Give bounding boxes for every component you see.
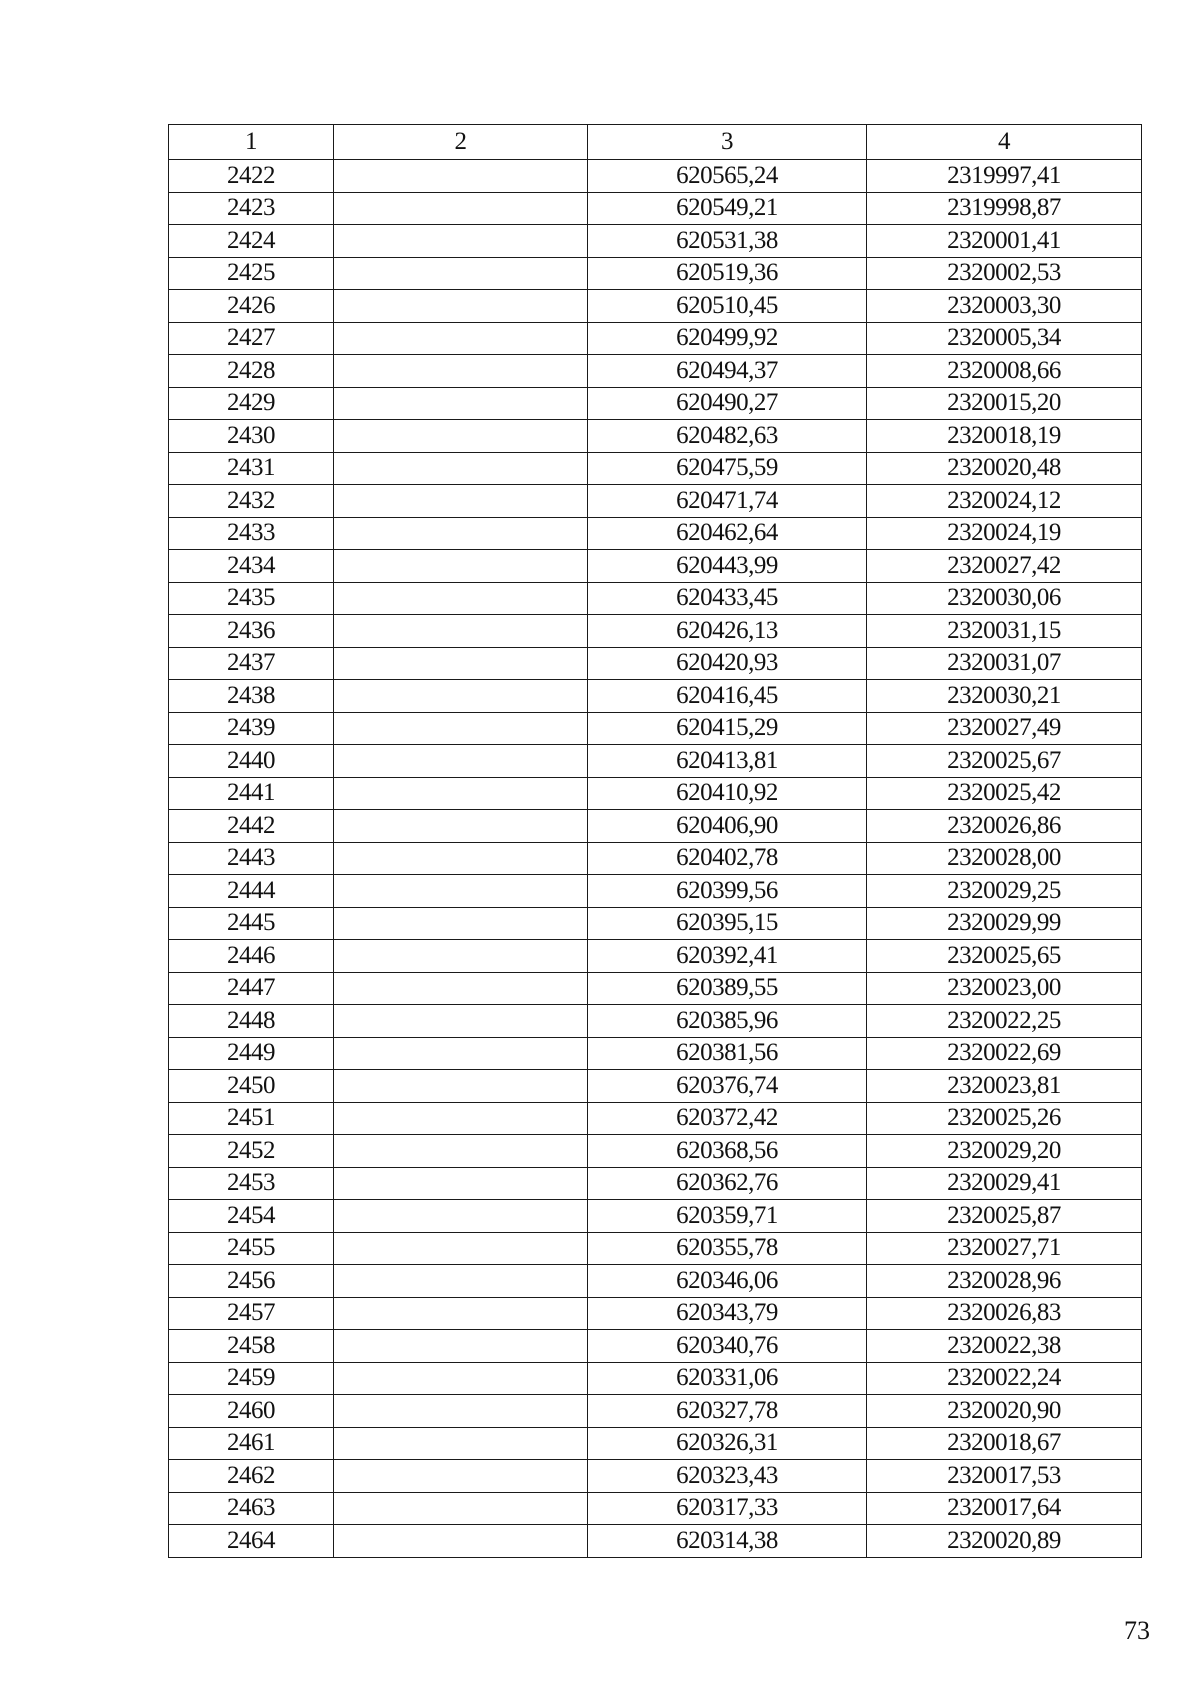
description-cell: [334, 1200, 588, 1233]
y-coordinate-cell: 2320024,19: [867, 517, 1142, 550]
x-coordinate-cell: 620355,78: [588, 1232, 867, 1265]
x-coordinate-cell: 620415,29: [588, 712, 867, 745]
point-number-cell: 2422: [169, 160, 334, 193]
point-number-cell: 2449: [169, 1037, 334, 1070]
table-row: [169, 1492, 1142, 1525]
table-row: [169, 1297, 1142, 1330]
table-row: [169, 452, 1142, 485]
description-cell: [334, 907, 588, 940]
description-cell: [334, 257, 588, 290]
x-coordinate-cell: 620531,38: [588, 225, 867, 258]
point-number-cell: 2432: [169, 485, 334, 518]
x-coordinate-cell: 620494,37: [588, 355, 867, 388]
x-coordinate-cell: 620314,38: [588, 1525, 867, 1558]
table-row: [169, 1037, 1142, 1070]
point-number-cell: 2453: [169, 1167, 334, 1200]
y-coordinate-cell: 2320025,87: [867, 1200, 1142, 1233]
table-row: [169, 550, 1142, 583]
description-cell: [334, 810, 588, 843]
y-coordinate-cell: 2320030,06: [867, 582, 1142, 615]
x-coordinate-cell: 620416,45: [588, 680, 867, 713]
point-number-cell: 2456: [169, 1265, 334, 1298]
y-coordinate-cell: 2320022,69: [867, 1037, 1142, 1070]
x-coordinate-cell: 620402,78: [588, 842, 867, 875]
description-cell: [334, 1135, 588, 1168]
point-number-cell: 2428: [169, 355, 334, 388]
point-number-cell: 2462: [169, 1460, 334, 1493]
table-row: [169, 1135, 1142, 1168]
y-coordinate-cell: 2320022,38: [867, 1330, 1142, 1363]
point-number-cell: 2455: [169, 1232, 334, 1265]
table-row: [169, 1200, 1142, 1233]
column-header-4: 4: [867, 125, 1142, 160]
table-row: [169, 907, 1142, 940]
table-row: [169, 1167, 1142, 1200]
x-coordinate-cell: 620549,21: [588, 192, 867, 225]
table-row: [169, 972, 1142, 1005]
y-coordinate-cell: 2320031,15: [867, 615, 1142, 648]
point-number-cell: 2458: [169, 1330, 334, 1363]
table-row: [169, 842, 1142, 875]
table-row: [169, 257, 1142, 290]
description-cell: [334, 1167, 588, 1200]
y-coordinate-cell: 2320008,66: [867, 355, 1142, 388]
column-header-3: 3: [588, 125, 867, 160]
point-number-cell: 2441: [169, 777, 334, 810]
description-cell: [334, 615, 588, 648]
x-coordinate-cell: 620395,15: [588, 907, 867, 940]
table-row: [169, 810, 1142, 843]
description-cell: [334, 387, 588, 420]
description-cell: [334, 1005, 588, 1038]
description-cell: [334, 290, 588, 323]
table-row: [169, 940, 1142, 973]
description-cell: [334, 1102, 588, 1135]
point-number-cell: 2464: [169, 1525, 334, 1558]
table-row: [169, 745, 1142, 778]
x-coordinate-cell: 620359,71: [588, 1200, 867, 1233]
point-number-cell: 2448: [169, 1005, 334, 1038]
description-cell: [334, 1297, 588, 1330]
y-coordinate-cell: 2320025,42: [867, 777, 1142, 810]
description-cell: [334, 875, 588, 908]
y-coordinate-cell: 2320022,25: [867, 1005, 1142, 1038]
y-coordinate-cell: 2320027,49: [867, 712, 1142, 745]
x-coordinate-cell: 620340,76: [588, 1330, 867, 1363]
table-row: [169, 680, 1142, 713]
y-coordinate-cell: 2320017,64: [867, 1492, 1142, 1525]
y-coordinate-cell: 2320020,90: [867, 1395, 1142, 1428]
x-coordinate-cell: 620343,79: [588, 1297, 867, 1330]
point-number-cell: 2450: [169, 1070, 334, 1103]
y-coordinate-cell: 2320003,30: [867, 290, 1142, 323]
point-number-cell: 2445: [169, 907, 334, 940]
y-coordinate-cell: 2320025,65: [867, 940, 1142, 973]
table-row: [169, 160, 1142, 193]
y-coordinate-cell: 2319997,41: [867, 160, 1142, 193]
x-coordinate-cell: 620326,31: [588, 1427, 867, 1460]
description-cell: [334, 1265, 588, 1298]
table-row: [169, 582, 1142, 615]
table-row: [169, 1525, 1142, 1558]
description-cell: [334, 485, 588, 518]
description-cell: [334, 550, 588, 583]
y-coordinate-cell: 2320029,99: [867, 907, 1142, 940]
description-cell: [334, 1492, 588, 1525]
y-coordinate-cell: 2320023,00: [867, 972, 1142, 1005]
point-number-cell: 2442: [169, 810, 334, 843]
y-coordinate-cell: 2320029,41: [867, 1167, 1142, 1200]
description-cell: [334, 1070, 588, 1103]
x-coordinate-cell: 620426,13: [588, 615, 867, 648]
y-coordinate-cell: 2320023,81: [867, 1070, 1142, 1103]
description-cell: [334, 355, 588, 388]
x-coordinate-cell: 620372,42: [588, 1102, 867, 1135]
y-coordinate-cell: 2320022,24: [867, 1362, 1142, 1395]
point-number-cell: 2452: [169, 1135, 334, 1168]
y-coordinate-cell: 2320028,96: [867, 1265, 1142, 1298]
y-coordinate-cell: 2320002,53: [867, 257, 1142, 290]
y-coordinate-cell: 2320020,89: [867, 1525, 1142, 1558]
point-number-cell: 2429: [169, 387, 334, 420]
coordinates-sheet: [168, 124, 1142, 1558]
table-row: [169, 355, 1142, 388]
description-cell: [334, 777, 588, 810]
y-coordinate-cell: 2320018,19: [867, 420, 1142, 453]
x-coordinate-cell: 620519,36: [588, 257, 867, 290]
description-cell: [334, 647, 588, 680]
table-row: [169, 322, 1142, 355]
description-cell: [334, 192, 588, 225]
point-number-cell: 2451: [169, 1102, 334, 1135]
point-number-cell: 2446: [169, 940, 334, 973]
point-number-cell: 2426: [169, 290, 334, 323]
description-cell: [334, 1037, 588, 1070]
coordinates-table: [168, 124, 1142, 1558]
point-number-cell: 2461: [169, 1427, 334, 1460]
description-cell: [334, 322, 588, 355]
x-coordinate-cell: 620510,45: [588, 290, 867, 323]
point-number-cell: 2454: [169, 1200, 334, 1233]
table-header-row: [169, 125, 1142, 160]
x-coordinate-cell: 620482,63: [588, 420, 867, 453]
description-cell: [334, 1232, 588, 1265]
point-number-cell: 2459: [169, 1362, 334, 1395]
page-number: 73: [1124, 1616, 1150, 1645]
y-coordinate-cell: 2320029,20: [867, 1135, 1142, 1168]
x-coordinate-cell: 620317,33: [588, 1492, 867, 1525]
point-number-cell: 2440: [169, 745, 334, 778]
description-cell: [334, 225, 588, 258]
y-coordinate-cell: 2320027,42: [867, 550, 1142, 583]
table-row: [169, 1005, 1142, 1038]
point-number-cell: 2423: [169, 192, 334, 225]
table-row: [169, 1362, 1142, 1395]
description-cell: [334, 680, 588, 713]
point-number-cell: 2433: [169, 517, 334, 550]
table-row: [169, 485, 1142, 518]
table-row: [169, 1395, 1142, 1428]
y-coordinate-cell: 2320031,07: [867, 647, 1142, 680]
description-cell: [334, 452, 588, 485]
y-coordinate-cell: 2320001,41: [867, 225, 1142, 258]
table-row: [169, 1265, 1142, 1298]
point-number-cell: 2436: [169, 615, 334, 648]
x-coordinate-cell: 620462,64: [588, 517, 867, 550]
x-coordinate-cell: 620565,24: [588, 160, 867, 193]
y-coordinate-cell: 2320020,48: [867, 452, 1142, 485]
point-number-cell: 2463: [169, 1492, 334, 1525]
x-coordinate-cell: 620331,06: [588, 1362, 867, 1395]
table-row: [169, 517, 1142, 550]
table-row: [169, 225, 1142, 258]
table-row: [169, 290, 1142, 323]
description-cell: [334, 1460, 588, 1493]
x-coordinate-cell: 620499,92: [588, 322, 867, 355]
table-row: [169, 647, 1142, 680]
point-number-cell: 2430: [169, 420, 334, 453]
y-coordinate-cell: 2320018,67: [867, 1427, 1142, 1460]
x-coordinate-cell: 620471,74: [588, 485, 867, 518]
y-coordinate-cell: 2319998,87: [867, 192, 1142, 225]
description-cell: [334, 582, 588, 615]
table-row: [169, 1102, 1142, 1135]
description-cell: [334, 517, 588, 550]
description-cell: [334, 842, 588, 875]
y-coordinate-cell: 2320017,53: [867, 1460, 1142, 1493]
x-coordinate-cell: 620389,55: [588, 972, 867, 1005]
x-coordinate-cell: 620443,99: [588, 550, 867, 583]
x-coordinate-cell: 620410,92: [588, 777, 867, 810]
description-cell: [334, 1427, 588, 1460]
y-coordinate-cell: 2320024,12: [867, 485, 1142, 518]
x-coordinate-cell: 620475,59: [588, 452, 867, 485]
description-cell: [334, 972, 588, 1005]
y-coordinate-cell: 2320027,71: [867, 1232, 1142, 1265]
table-row: [169, 712, 1142, 745]
point-number-cell: 2447: [169, 972, 334, 1005]
point-number-cell: 2444: [169, 875, 334, 908]
column-header-2: 2: [334, 125, 588, 160]
point-number-cell: 2431: [169, 452, 334, 485]
table-row: [169, 192, 1142, 225]
x-coordinate-cell: 620381,56: [588, 1037, 867, 1070]
point-number-cell: 2437: [169, 647, 334, 680]
y-coordinate-cell: 2320030,21: [867, 680, 1142, 713]
point-number-cell: 2427: [169, 322, 334, 355]
point-number-cell: 2424: [169, 225, 334, 258]
point-number-cell: 2457: [169, 1297, 334, 1330]
x-coordinate-cell: 620413,81: [588, 745, 867, 778]
y-coordinate-cell: 2320025,67: [867, 745, 1142, 778]
point-number-cell: 2443: [169, 842, 334, 875]
x-coordinate-cell: 620346,06: [588, 1265, 867, 1298]
table-row: [169, 1232, 1142, 1265]
x-coordinate-cell: 620392,41: [588, 940, 867, 973]
point-number-cell: 2425: [169, 257, 334, 290]
x-coordinate-cell: 620406,90: [588, 810, 867, 843]
description-cell: [334, 1330, 588, 1363]
y-coordinate-cell: 2320015,20: [867, 387, 1142, 420]
x-coordinate-cell: 620490,27: [588, 387, 867, 420]
table-row: [169, 1070, 1142, 1103]
table-row: [169, 1460, 1142, 1493]
x-coordinate-cell: 620368,56: [588, 1135, 867, 1168]
table-row: [169, 1330, 1142, 1363]
x-coordinate-cell: 620385,96: [588, 1005, 867, 1038]
description-cell: [334, 1362, 588, 1395]
y-coordinate-cell: 2320028,00: [867, 842, 1142, 875]
table-row: [169, 1427, 1142, 1460]
description-cell: [334, 1525, 588, 1558]
y-coordinate-cell: 2320026,86: [867, 810, 1142, 843]
table-row: [169, 875, 1142, 908]
x-coordinate-cell: 620433,45: [588, 582, 867, 615]
y-coordinate-cell: 2320025,26: [867, 1102, 1142, 1135]
x-coordinate-cell: 620362,76: [588, 1167, 867, 1200]
y-coordinate-cell: 2320005,34: [867, 322, 1142, 355]
table-body: [169, 160, 1142, 1558]
table-row: [169, 387, 1142, 420]
description-cell: [334, 1395, 588, 1428]
table-row: [169, 615, 1142, 648]
x-coordinate-cell: 620327,78: [588, 1395, 867, 1428]
table-row: [169, 420, 1142, 453]
point-number-cell: 2438: [169, 680, 334, 713]
point-number-cell: 2460: [169, 1395, 334, 1428]
x-coordinate-cell: 620420,93: [588, 647, 867, 680]
description-cell: [334, 712, 588, 745]
table-row: [169, 777, 1142, 810]
description-cell: [334, 940, 588, 973]
point-number-cell: 2439: [169, 712, 334, 745]
description-cell: [334, 745, 588, 778]
y-coordinate-cell: 2320026,83: [867, 1297, 1142, 1330]
point-number-cell: 2434: [169, 550, 334, 583]
point-number-cell: 2435: [169, 582, 334, 615]
x-coordinate-cell: 620323,43: [588, 1460, 867, 1493]
x-coordinate-cell: 620399,56: [588, 875, 867, 908]
x-coordinate-cell: 620376,74: [588, 1070, 867, 1103]
y-coordinate-cell: 2320029,25: [867, 875, 1142, 908]
description-cell: [334, 420, 588, 453]
column-header-1: 1: [169, 125, 334, 160]
description-cell: [334, 160, 588, 193]
